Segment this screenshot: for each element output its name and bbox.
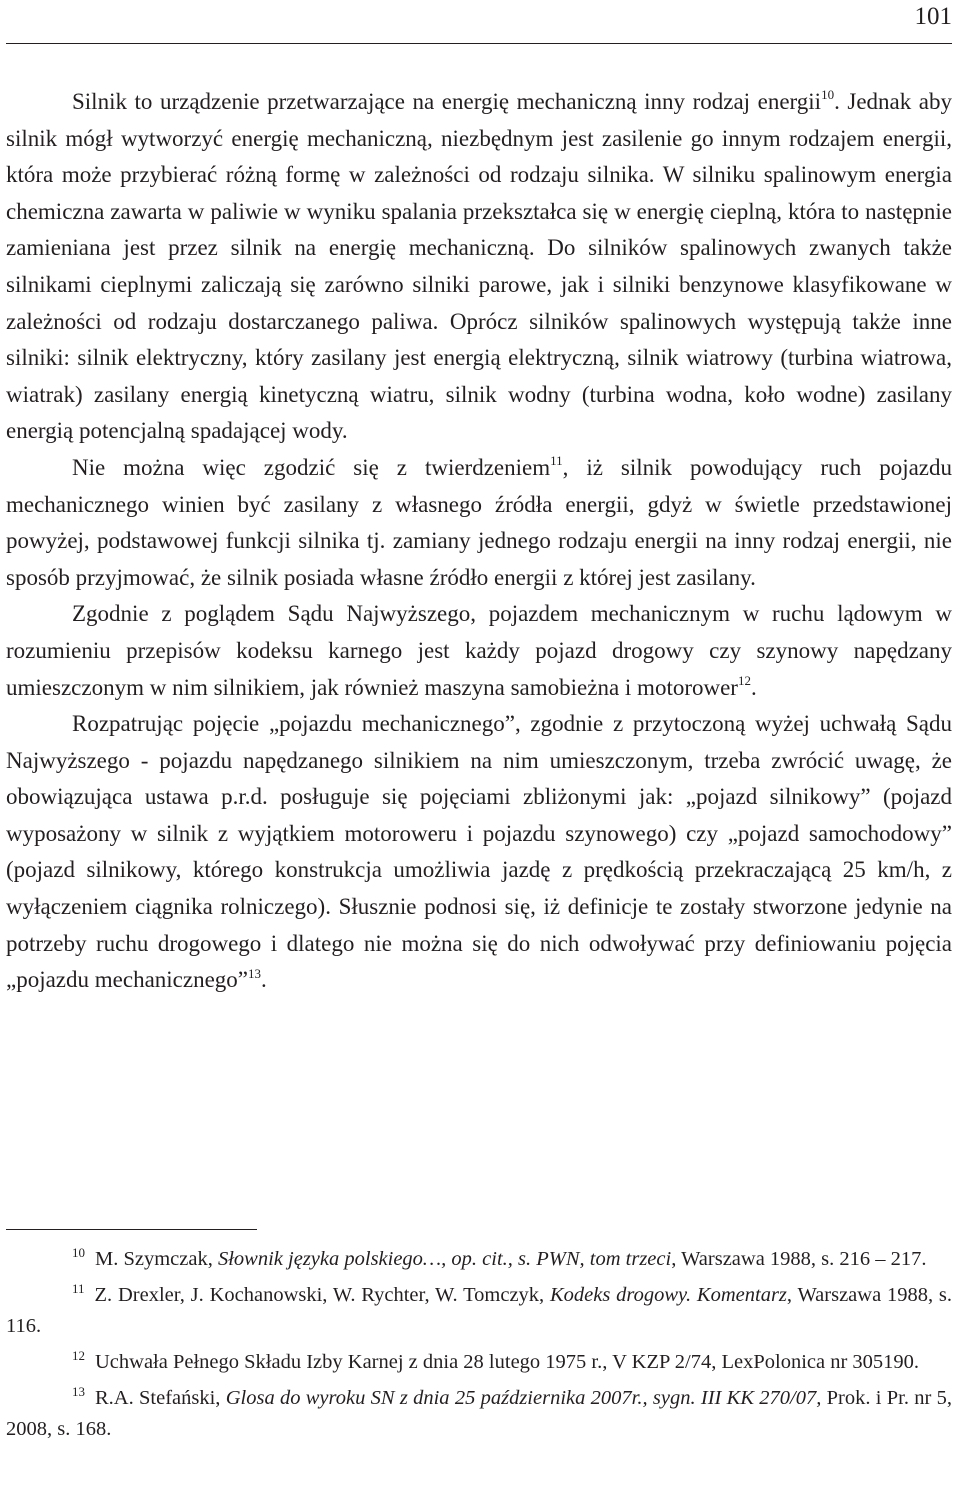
footnote-number: 10 (72, 1245, 85, 1260)
paragraph (6, 84, 952, 450)
text-run: Z. Drexler, J. Kochanowski, W. Rychter, W. Tomczyk, (94, 1284, 550, 1307)
text-run: Nie można więc zgodzić się z twierdzeniem (72, 454, 551, 480)
text-run: . (261, 967, 267, 993)
italic-text: Słownik języka polskiego…, op. cit., s. PWN, tom trzeci (217, 1247, 672, 1270)
footnote-reference: 10 (821, 87, 835, 103)
text-run: Silnik to urządzenie przetwarzające na energię mechaniczną inny rodzaj energii (72, 89, 822, 114)
footnote (6, 1377, 952, 1444)
text-run: Uchwała Pełnego Składu Izby Karnej z dnia 28 lutego 1975 r., V KZP 2/74, LexPolonica nr 305190. (95, 1350, 920, 1373)
text-run: M. Szymczak, (95, 1247, 218, 1270)
text-run: , iż silnik powodujący ruch pojazdu mechanicznego winien być zasilany z własnego źródła energii, gdyż w świetle przedstawionej powyżej, podstawowej funkcji silnika tj. zamiany jednego rodzaju energii na inny rodzaj energii, nie sposób przyjmować, że silnik posiada własne źródło energii z której jest zasilany. (6, 454, 953, 590)
italic-text: Glosa do wyroku SN z dnia 25 października 2007r., sygn. III KK 270/07, (225, 1387, 822, 1410)
footnote-reference: 12 (737, 672, 751, 688)
italic-text: Kodeks drogowy. Komentarz (550, 1284, 787, 1307)
footnote (6, 1238, 952, 1274)
page-number: 101 (914, 3, 952, 30)
text-run: Prok. i Pr. nr 5, 2008, s. 168. (6, 1387, 952, 1440)
paragraph (6, 706, 952, 999)
footnote (6, 1341, 952, 1377)
text-run: . (750, 674, 757, 700)
text-run: . Jednak aby silnik mógł wytworzyć energię mechaniczną, niezbędnym jest zasilenie go innym rodzajem energii, która może przybierać różną formę w zależności od rodzaju silnika. W silniku spalinowym energia chemiczna zawarta w paliwie w wyniku spalania przekształca się w energię cieplną, która to następnie zamieniana jest przez silnik na energię mechaniczną. Do silników spalinowych zwanych także silnikami cieplnymi zaliczają się zarówno silniki parowe, jak i silniki benzynowe klasyfikowane w zależności od rodzaju dostarczanego paliwa. Oprócz silników spalinowych występują także inne silniki: silnik elektryczny, który zasilany jest energią elektryczną, silnik wiatrowy (turbina wiatrowa, wiatrak) zasilany energią kinetyczną wiatru, silnik wodny (turbina wodna, koło wodne) zasilany energią potencjalną spadającej wody. (6, 89, 953, 444)
footnote-number: 11 (72, 1281, 85, 1297)
paragraph (6, 450, 952, 596)
footnote-rule (6, 1229, 257, 1230)
text-run: Zgodnie z poglądem Sądu Najwyższego, pojazdem mechanicznym w ruchu lądowym w rozumieniu przepisów kodeksu karnego jest każdy pojazd drogowy czy szynowy napędzany umieszczonym w nim silnikiem, jak również maszyna samobieżna i motorower (6, 601, 952, 700)
footnotes (6, 1238, 952, 1444)
text-run: Rozpatrując pojęcie „pojazdu mechanicznego”, zgodnie z przytoczoną wyżej uchwałą Sądu Najwyższego - pojazdu napędzanego silnikiem na nim umieszczonym, trzeba zwrócić uwagę, że obowiązująca ustawa p.r.d. posługuje się pojęciami zbliżonymi jak: „pojazd silnikowy” (pojazd wyposażony w silnik z wyjątkiem motoroweru i pojazdu szynowego) czy „pojazd samochodowy” (pojazd silnikowy, którego konstrukcja umożliwia jazdę z prędkością przekraczającą 25 km/h, z wyłączeniem ciągnika rolniczego). Słusznie podnosi się, iż definicje te zostały stworzone jedynie na potrzeby ruchu drogowego i dlatego nie można się do nich odwoływać przy definiowaniu pojęcia „pojazdu mechanicznego” (6, 711, 952, 993)
footnote-number: 12 (72, 1348, 85, 1364)
text-run: , Warszawa 1988, s. 116. (6, 1284, 952, 1337)
header-rule (6, 43, 952, 44)
footnote-number: 13 (72, 1384, 85, 1400)
footnote-reference: 13 (248, 965, 262, 981)
text-run: , Warszawa 1988, s. 216 – 217. (671, 1247, 927, 1270)
text-run: R.A. Stefański, (95, 1387, 226, 1410)
paragraph (6, 596, 952, 706)
body-text (6, 84, 952, 999)
footnote (6, 1274, 952, 1341)
footnote-reference: 11 (550, 453, 563, 469)
